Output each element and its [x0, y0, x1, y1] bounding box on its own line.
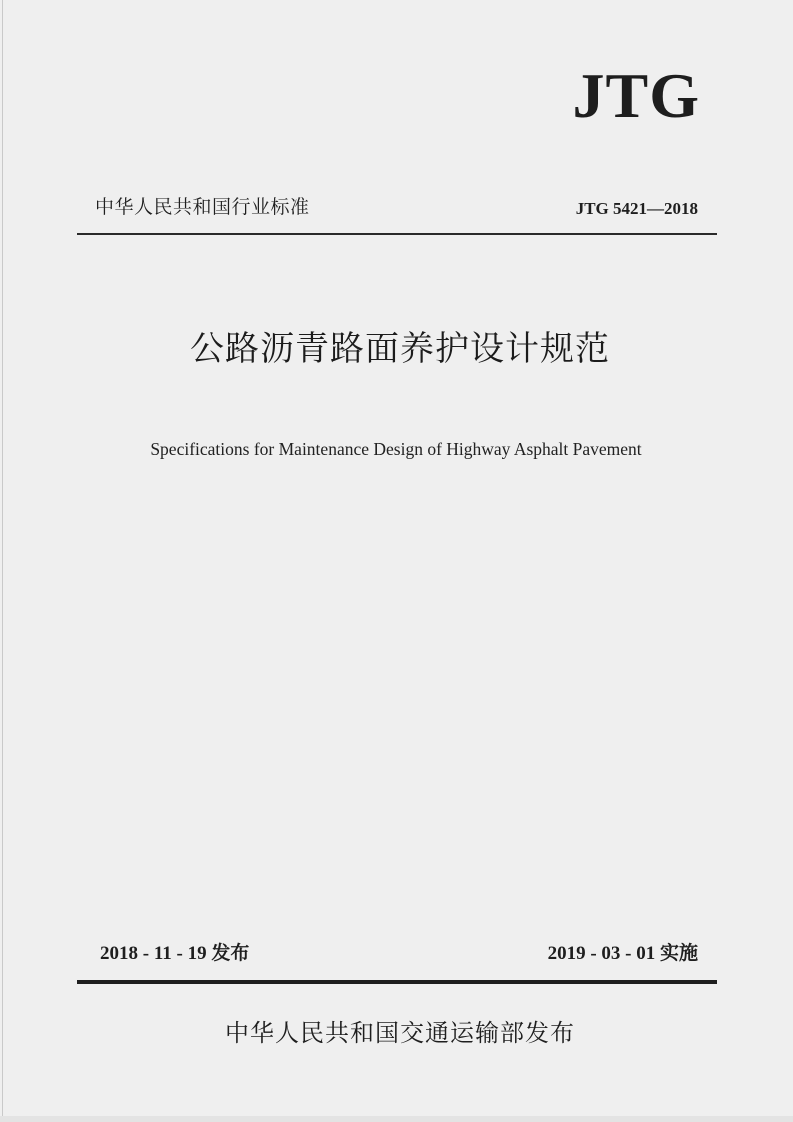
footer-divider	[77, 980, 717, 984]
page-edge-left	[2, 0, 3, 1122]
jtg-logo: JTG	[572, 60, 700, 131]
header-divider	[77, 233, 717, 235]
standard-code: JTG 5421—2018	[575, 199, 698, 218]
effective-date: 2019 - 03 - 01 实施	[547, 943, 698, 964]
issue-date: 2018 - 11 - 19 发布	[100, 943, 250, 964]
document-title-chinese: 公路沥青路面养护设计规范	[190, 329, 610, 369]
publisher: 中华人民共和国交通运输部发布	[225, 1019, 575, 1047]
page-edge-bottom	[0, 1116, 793, 1122]
standard-category: 中华人民共和国行业标准	[95, 196, 310, 218]
document-title-english: Specifications for Maintenance Design of Highway Asphalt Pavement	[150, 439, 642, 459]
